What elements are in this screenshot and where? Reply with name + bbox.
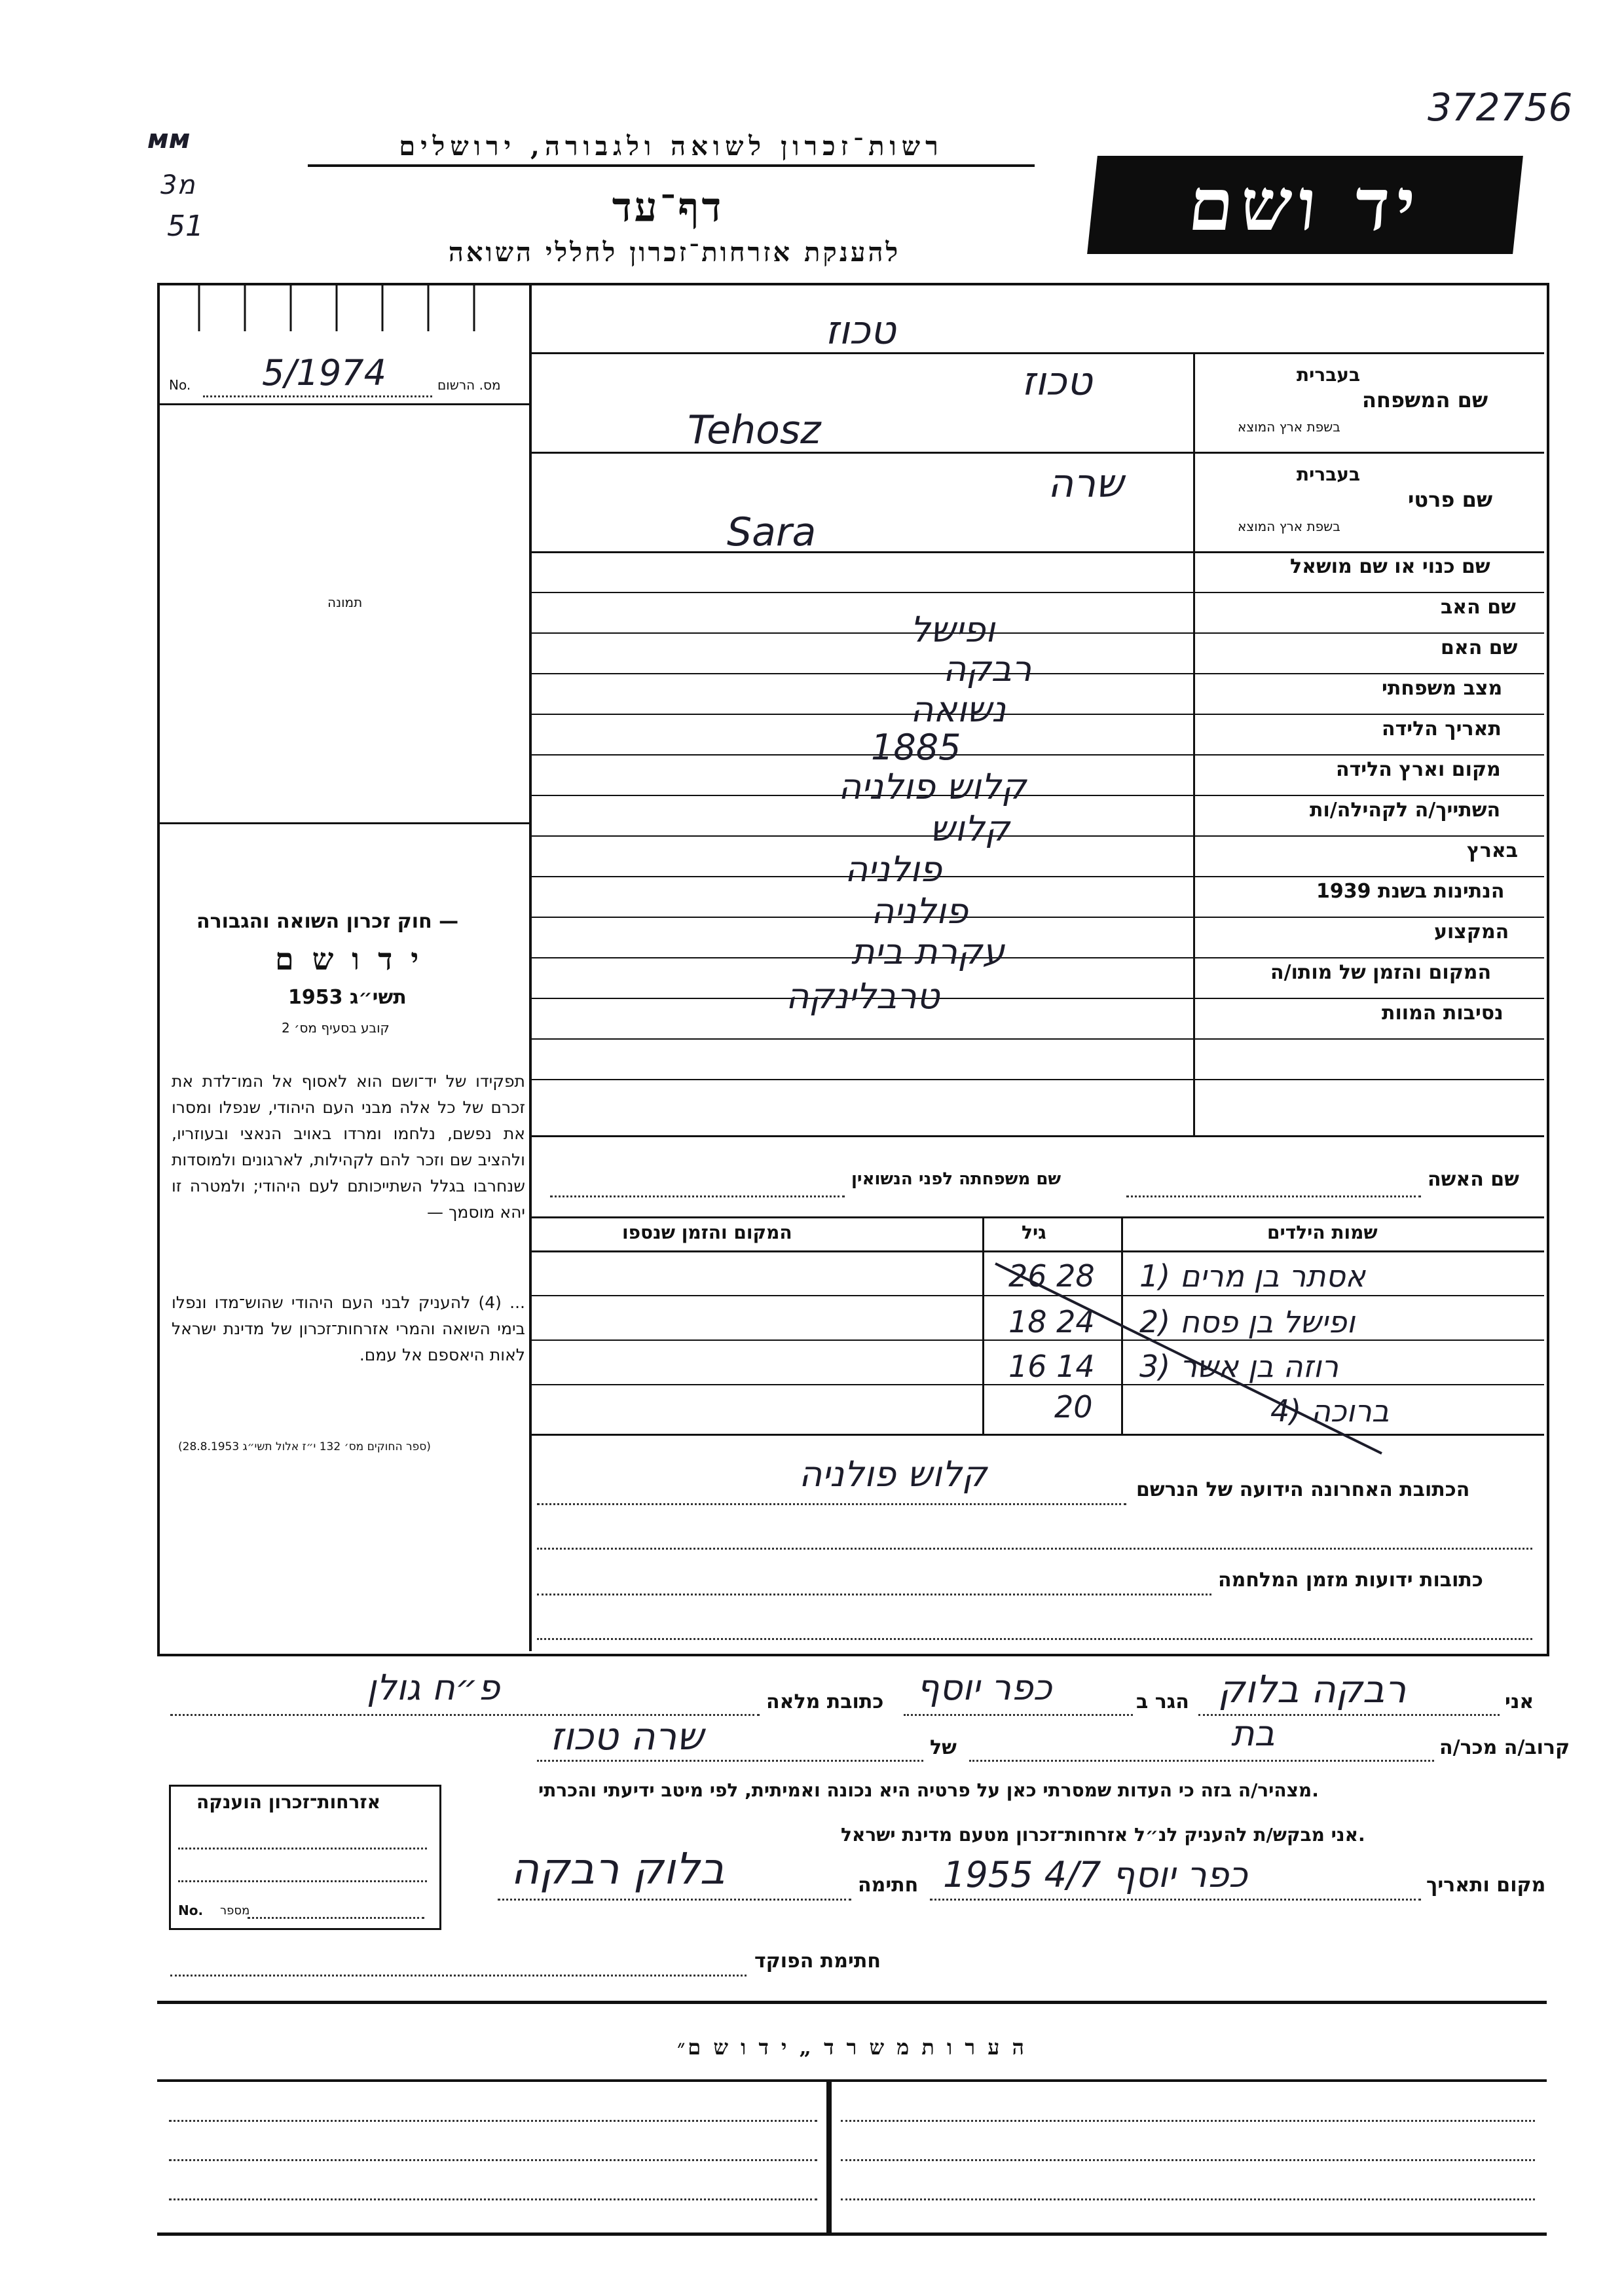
family-name-origin: Tehosz xyxy=(688,407,821,453)
wife-label: שם האשה xyxy=(1428,1168,1519,1191)
margin-mark-1: ᴍᴍ xyxy=(147,124,191,155)
family-in-hebrew-label: בעברית xyxy=(1297,364,1361,386)
child-name-4: 4) ברוכה xyxy=(1270,1393,1390,1429)
last-address-label: הכתובת האחרונה הידועה של הנרשם xyxy=(1136,1478,1470,1501)
law-text-2: ... (4) להעניק לבני העם היהודי שהוש־מדו ונפלו בימי השואה והמרי אזרחות־זכרון של מדינת ישראל לאות היאספם אל עמם. xyxy=(172,1293,525,1364)
margin-mark-3: 51 xyxy=(167,210,204,243)
family-name-hebrew: טכוז xyxy=(1022,359,1092,405)
form-subtitle: להענקת אזרחות־זכרון לחללי השואה xyxy=(448,237,901,268)
law-title: חוק זכרון השואה והגבורה — xyxy=(196,910,459,933)
first-in-hebrew-label: בעברית xyxy=(1297,464,1361,485)
form-title: דף־עד xyxy=(612,183,724,231)
child-age-4: 20 xyxy=(1054,1389,1093,1425)
child-name-1: 1) אסתר בן מרים xyxy=(1139,1258,1366,1294)
children-age-header: גיל xyxy=(1022,1222,1046,1243)
declarant-name: רבקה בלוק xyxy=(1218,1667,1407,1711)
office-notes-title: ה ע ר ו ת מ ש ר ד „ י ד ו ש ם״ xyxy=(677,2035,1027,2060)
law-text-1: תפקידו של יד־ושם הוא לאסוף אל המו־לדת את זכרם של כל אלה מבני העם היהודי, שנפלו ומסרו את נפשם, נלחמו ומרדו באויב הנאצי ובעוזריו, ולהציב שם וזכר להם לקהילות, לארגונים ולמוסדות שנחרבו בגלל השתייכותם לעם היהודי; ולמטרה זו יהא מוסמך — xyxy=(172,1072,525,1222)
law-name: י ד ו ש ם xyxy=(275,941,423,977)
yad-vashem-logo: יד ושם xyxy=(1087,156,1523,254)
declarant-of-name: שרה טכוז xyxy=(550,1714,704,1758)
nationality-label: הנתינות בשנת 1939 xyxy=(1316,880,1505,903)
i-label: אני xyxy=(1505,1690,1534,1713)
full-address-label: כתובת מלאה xyxy=(766,1690,884,1713)
tick-marks xyxy=(160,285,529,331)
death-place: טרבלינקה xyxy=(786,975,940,1017)
declaration-text: מצהיר/ה בזה כי העדות שמסרתי כאן על פרטיה היא נכונה ואמיתית, לפי מיטב ידיעתי והכרתי. xyxy=(538,1779,1319,1801)
first-name-label: שם פרטי xyxy=(1408,487,1493,512)
profession: עקרת בית xyxy=(851,931,1005,972)
place-date: כפר יוסף 4/7 1955 xyxy=(943,1854,1247,1895)
declarant-relation: בת xyxy=(1231,1713,1275,1754)
registration-no-label: No. xyxy=(169,377,191,393)
citizenship-number-label: מספר xyxy=(220,1904,250,1918)
country: פולניה xyxy=(845,848,942,890)
mother-name: רבקה xyxy=(943,648,1032,689)
death-cause-label: נסיבות המוות xyxy=(1382,1002,1504,1025)
maiden-name-label: שם משפחתה לפני הנשואין xyxy=(851,1169,1061,1189)
birthplace: קלוש פולניה xyxy=(838,766,1027,807)
law-clause: קובע בסעיף מס׳ 2 xyxy=(282,1020,390,1036)
war-address-label: כתובות ידועות מזמן המלחמה xyxy=(1218,1569,1483,1592)
children-place-header: המקום והזמן שנספו xyxy=(622,1222,792,1243)
citizenship-box-title: אזרחות־זכרון הוענקה xyxy=(196,1791,380,1813)
margin-mark-2: מ3 xyxy=(160,170,195,200)
citizenship-no-label: No. xyxy=(178,1903,204,1918)
archive-number: 372756 xyxy=(1428,85,1573,130)
law-year: תשי״ג 1953 xyxy=(288,986,407,1009)
declarant-signature: בלוק רבקה xyxy=(511,1844,725,1894)
nationality: פולניה xyxy=(871,890,969,932)
child-name-3: 3) רוזה בן אשר xyxy=(1139,1349,1338,1384)
authority-title: רשות־זכרון לשואה ולגבורה, ירושלים xyxy=(308,131,1035,167)
father-label: שם האב xyxy=(1441,596,1516,619)
marital-label: מצב משפחתי xyxy=(1382,677,1503,700)
declarant-address: פ״ח גולן xyxy=(367,1667,500,1708)
child-age-2: 18 24 xyxy=(1008,1304,1095,1339)
request-text: אני מבקש/ת להעניק לנ״ל אזרחות־זכרון מטעם מדינת ישראל. xyxy=(841,1824,1365,1846)
marital-status: נשואה xyxy=(910,689,1006,730)
community-label: השתייך/ה לקהילה/ות xyxy=(1310,799,1501,822)
officer-signature-label: חתימת הפוקד xyxy=(754,1950,881,1973)
registration-number: 5/1974 xyxy=(262,352,386,393)
resides-label: הגר ב xyxy=(1136,1690,1189,1713)
child-name-2: 2) ופישל בן פסח xyxy=(1139,1304,1356,1339)
birthdate-label: תאריך הלידה xyxy=(1382,718,1502,740)
profession-label: המקצוע xyxy=(1434,920,1509,943)
of-label: של xyxy=(930,1736,957,1759)
death-place-label: המקום והזמן של מותו/ה xyxy=(1270,961,1492,984)
photo-label: תמונה xyxy=(327,594,363,610)
registration-label: מס. הרשום xyxy=(437,377,501,393)
place-date-label: מקום ותאריך xyxy=(1426,1874,1546,1897)
family-in-origin-label: בשפת ארץ המוצא xyxy=(1238,419,1340,435)
declarant-city: כפר יוסף xyxy=(917,1667,1052,1708)
top-family-name: טכוז xyxy=(825,308,896,354)
strike-line xyxy=(982,1250,1408,1460)
child-age-3: 16 14 xyxy=(1008,1349,1095,1384)
law-source: (ספר החוקים מס׳ 132 י״ז אלול תשי״ג 28.8.1953) xyxy=(178,1440,431,1453)
mother-label: שם האם xyxy=(1441,636,1518,659)
children-names-header: שמות הילדים xyxy=(1267,1222,1378,1243)
family-name-label: שם המשפחה xyxy=(1362,388,1488,412)
child-age-1: 26 28 xyxy=(1008,1258,1095,1294)
nickname-label: שם כנוי או שם מושאל xyxy=(1290,555,1490,578)
relation-label: קרוב/ה מכר/ה xyxy=(1439,1736,1570,1759)
signature-label: חתימה xyxy=(858,1874,919,1897)
first-in-origin-label: בשפת ארץ המוצא xyxy=(1238,519,1340,534)
first-name-hebrew: שרה xyxy=(1048,461,1124,507)
tick-row xyxy=(160,285,529,331)
last-address: קלוש פולניה xyxy=(799,1453,987,1495)
first-name-origin: Sara xyxy=(727,509,817,555)
birthdate: 1885 xyxy=(871,727,961,768)
community: קלוש xyxy=(930,808,1010,849)
country-label: בארץ xyxy=(1467,839,1519,862)
father-name: ופישל xyxy=(910,609,995,650)
birthplace-label: מקום וארץ הלידה xyxy=(1336,758,1501,781)
